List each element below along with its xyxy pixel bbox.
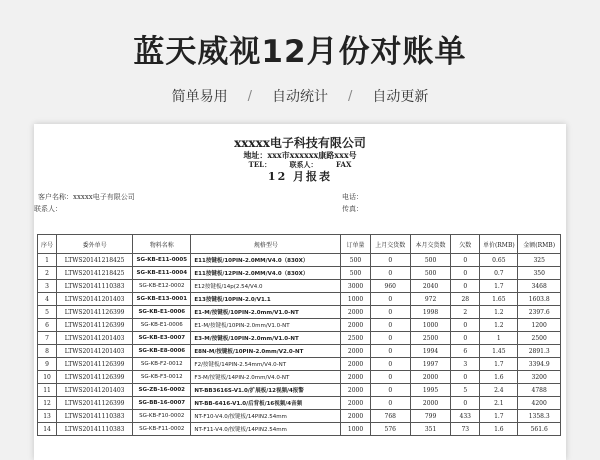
table-cell: 2000 <box>341 306 370 319</box>
table-cell: 1 <box>38 254 57 267</box>
table-cell: 1.7 <box>480 280 518 293</box>
table-cell: 0 <box>370 254 410 267</box>
table-cell: 2000 <box>341 319 370 332</box>
feature-tags <box>0 86 600 106</box>
company-name: xxxxx电子科技有限公司 <box>234 136 366 150</box>
column-header: 订单量 <box>341 235 370 254</box>
table-cell: 3394.9 <box>518 358 561 371</box>
table-cell: SG-KB-F11-0002 <box>133 423 191 436</box>
table-cell: SG-KB-F10-0002 <box>133 410 191 423</box>
table-cell: 799 <box>410 410 450 423</box>
table-cell: SG-KB-E12-0002 <box>133 280 191 293</box>
table-cell: 1997 <box>410 358 450 371</box>
table-cell: 0 <box>451 371 480 384</box>
table-cell: 972 <box>410 293 450 306</box>
company-address: 地址：xxx市xxxxxx康路xxx号 <box>243 150 357 160</box>
report-title: 12 月报表 <box>267 170 333 183</box>
table-cell: 0 <box>370 267 410 280</box>
table-cell: 2500 <box>341 332 370 345</box>
table-cell: LTWS20141218425 <box>57 267 133 280</box>
table-cell: 0 <box>451 254 480 267</box>
table-cell: 0 <box>370 384 410 397</box>
table-cell: LTWS20141126399 <box>57 319 133 332</box>
table-cell: 5 <box>38 306 57 319</box>
tag-auto-stats: 自动统计 <box>272 89 328 105</box>
table-cell: 3000 <box>341 280 370 293</box>
table-cell: NT-BB-6416-V1.0/后背板/16视频/4音频 <box>191 397 341 410</box>
table-cell: 2500 <box>410 332 450 345</box>
table-cell: LTWS20141110383 <box>57 280 133 293</box>
table-cell: LTWS20141201403 <box>57 384 133 397</box>
table-cell: LTWS20141126399 <box>57 397 133 410</box>
table-row <box>38 423 561 436</box>
column-header: 本月交货数 <box>410 235 450 254</box>
table-cell: 3 <box>38 280 57 293</box>
table-cell: SG-BB-16-0007 <box>133 397 191 410</box>
table-cell: 6 <box>451 345 480 358</box>
table-cell: 1.65 <box>480 293 518 306</box>
table-cell: 73 <box>451 423 480 436</box>
column-header: 物料名称 <box>133 235 191 254</box>
table-cell: 433 <box>451 410 480 423</box>
table-cell: E3-M/按键板/10PIN-2.0mm/V1.0-NT <box>191 332 341 345</box>
table-cell: 0 <box>370 293 410 306</box>
table-cell: E1-M/按键板/10PIN-2.0mm/V1.0-NT <box>191 319 341 332</box>
table-cell: LTWS20141126399 <box>57 306 133 319</box>
table-cell: SG-KB-E3-0007 <box>133 332 191 345</box>
table-cell: 1.2 <box>480 319 518 332</box>
table-cell: 2.4 <box>480 384 518 397</box>
table-cell: 4200 <box>518 397 561 410</box>
table-cell: 768 <box>370 410 410 423</box>
table-cell: 3200 <box>518 371 561 384</box>
table-cell: 2 <box>451 306 480 319</box>
page-title: 蓝天威视12月份对账单 <box>133 34 467 70</box>
table-cell: 2500 <box>518 332 561 345</box>
table-cell: 28 <box>451 293 480 306</box>
table-row <box>38 397 561 410</box>
table-cell: 1000 <box>341 423 370 436</box>
column-header: 序号 <box>38 235 57 254</box>
table-cell: LTWS20141126399 <box>57 358 133 371</box>
table-cell: LTWS20141218425 <box>57 254 133 267</box>
table-cell: 500 <box>341 254 370 267</box>
table-row <box>38 410 561 423</box>
table-cell: 12 <box>38 397 57 410</box>
document-preview <box>34 124 566 460</box>
column-header: 欠数 <box>451 235 480 254</box>
table-cell: 5 <box>451 384 480 397</box>
table-cell: 0 <box>370 319 410 332</box>
statement-table <box>37 234 561 436</box>
table-cell: 4788 <box>518 384 561 397</box>
table-cell: LTWS20141201403 <box>57 293 133 306</box>
column-header: 规格型号 <box>191 235 341 254</box>
column-header: 委外单号 <box>57 235 133 254</box>
table-cell: 0 <box>370 345 410 358</box>
table-cell: 2000 <box>341 397 370 410</box>
table-cell: SG-ZB-16-0002 <box>133 384 191 397</box>
tel-label: TEL： <box>248 160 272 169</box>
client-name: 客户名称：xxxxx电子有限公司 <box>38 193 135 201</box>
table-cell: 0 <box>370 332 410 345</box>
table-cell: 1.7 <box>480 358 518 371</box>
table-cell: 2891.3 <box>518 345 561 358</box>
table-header-row <box>38 235 561 254</box>
client-phone: 电话： <box>342 193 363 201</box>
tag-easy: 简单易用 <box>171 89 228 105</box>
table-cell: 2000 <box>410 371 450 384</box>
table-cell: 1.45 <box>480 345 518 358</box>
table-cell: LTWS20141201403 <box>57 345 133 358</box>
column-header: 金额(RMB) <box>518 235 561 254</box>
table-cell: 2000 <box>341 384 370 397</box>
table-cell: 1998 <box>410 306 450 319</box>
table-cell: 561.6 <box>518 423 561 436</box>
table-cell: SG-KB-E1-0006 <box>133 306 191 319</box>
contact-label: 联系人： <box>289 160 318 169</box>
table-cell: 1995 <box>410 384 450 397</box>
table-cell: F2/按键板/14PIN-2.54mm/V4.0-NT <box>191 358 341 371</box>
table-cell: 0 <box>451 332 480 345</box>
table-cell: 2000 <box>341 410 370 423</box>
table-cell: E11按键板/10PIN-2.0MM/V4.0（830X） <box>191 254 341 267</box>
fax-label: FAX <box>335 160 352 169</box>
table-cell: E13按键板/10PIN-2.0/V1.1 <box>191 293 341 306</box>
table-cell: SG-KB-F2-0012 <box>133 358 191 371</box>
table-cell: SG-KB-E1-0006 <box>133 319 191 332</box>
column-header: 单价(RMB) <box>480 235 518 254</box>
table-cell: 2000 <box>410 397 450 410</box>
table-cell: 1358.3 <box>518 410 561 423</box>
table-cell: SG-KB-F3-0012 <box>133 371 191 384</box>
table-cell: SG-KB-E8-0006 <box>133 345 191 358</box>
table-cell: 0 <box>451 267 480 280</box>
table-cell: 1000 <box>410 319 450 332</box>
table-cell: 1994 <box>410 345 450 358</box>
table-cell: 4 <box>38 293 57 306</box>
table-cell: SG-KB-E11-0004 <box>133 267 191 280</box>
table-cell: NT-BB3616S-V1.0/扩展板/12视频/4报警 <box>191 384 341 397</box>
table-cell: 1.6 <box>480 371 518 384</box>
table-cell: 8 <box>38 345 57 358</box>
table-cell: F3-M/按键板/14PIN-2.0mm/V4.0-NT <box>191 371 341 384</box>
table-cell: 6 <box>38 319 57 332</box>
table-cell: 1000 <box>341 293 370 306</box>
table-cell: E11按键板/12PIN-2.0MM/V4.0（830X） <box>191 267 341 280</box>
client-contact: 联系人： <box>34 205 62 213</box>
table-cell: 960 <box>370 280 410 293</box>
table-cell: 1.7 <box>480 410 518 423</box>
table-cell: NT-F10-V4.0/按键板/14PIN2.54mm <box>191 410 341 423</box>
table-cell: 0 <box>370 397 410 410</box>
tag-separator: / <box>348 88 353 104</box>
table-cell: E8N-M/按键板/10PIN-2.0mm/V2.0-NT <box>191 345 341 358</box>
table-cell: 1 <box>480 332 518 345</box>
table-cell: 13 <box>38 410 57 423</box>
table-cell: 350 <box>518 267 561 280</box>
tag-separator: / <box>247 88 252 104</box>
table-row <box>38 293 561 306</box>
table-cell: 500 <box>410 254 450 267</box>
table-cell: LTWS20141110383 <box>57 410 133 423</box>
table-cell: 2000 <box>341 358 370 371</box>
table-row <box>38 371 561 384</box>
table-cell: 500 <box>341 267 370 280</box>
table-cell: 11 <box>38 384 57 397</box>
table-cell: 2.1 <box>480 397 518 410</box>
table-cell: 0 <box>451 397 480 410</box>
table-cell: 1.2 <box>480 306 518 319</box>
table-cell: SG-KB-E11-0005 <box>133 254 191 267</box>
table-cell: 2000 <box>341 345 370 358</box>
table-cell: NT-F11-V4.0/按键板/14PIN2.54mm <box>191 423 341 436</box>
table-cell: 325 <box>518 254 561 267</box>
table-cell: 0 <box>370 358 410 371</box>
table-row <box>38 267 561 280</box>
table-cell: 3468 <box>518 280 561 293</box>
tag-auto-update: 自动更新 <box>372 89 429 105</box>
table-row <box>38 384 561 397</box>
table-row <box>38 280 561 293</box>
table-cell: SG-KB-E13-0001 <box>133 293 191 306</box>
client-fax: 传真： <box>342 205 363 213</box>
table-row <box>38 319 561 332</box>
table-cell: LTWS20141126399 <box>57 371 133 384</box>
table-cell: E1-M/按键板/10PIN-2.0mm/V1.0-NT <box>191 306 341 319</box>
table-row <box>38 358 561 371</box>
table-cell: 2000 <box>341 371 370 384</box>
table-row <box>38 306 561 319</box>
table-cell: 0 <box>370 371 410 384</box>
table-cell: 3 <box>451 358 480 371</box>
table-cell: 9 <box>38 358 57 371</box>
table-cell: 10 <box>38 371 57 384</box>
table-cell: 0 <box>451 319 480 332</box>
table-cell: E12按键板/14p(2.54/V4.0 <box>191 280 341 293</box>
table-cell: 0.7 <box>480 267 518 280</box>
table-cell: 351 <box>410 423 450 436</box>
table-cell: 2397.6 <box>518 306 561 319</box>
table-cell: 0.65 <box>480 254 518 267</box>
table-cell: 2 <box>38 267 57 280</box>
table-cell: 576 <box>370 423 410 436</box>
table-row <box>38 332 561 345</box>
column-header: 上月交货数 <box>370 235 410 254</box>
table-cell: LTWS20141201403 <box>57 332 133 345</box>
table-cell: 7 <box>38 332 57 345</box>
table-cell: 1603.8 <box>518 293 561 306</box>
table-row <box>38 254 561 267</box>
table-cell: LTWS20141110383 <box>57 423 133 436</box>
table-cell: 2040 <box>410 280 450 293</box>
table-row <box>38 345 561 358</box>
table-cell: 14 <box>38 423 57 436</box>
table-cell: 500 <box>410 267 450 280</box>
table-cell: 0 <box>451 280 480 293</box>
table-cell: 0 <box>370 306 410 319</box>
table-cell: 1.6 <box>480 423 518 436</box>
table-cell: 1200 <box>518 319 561 332</box>
